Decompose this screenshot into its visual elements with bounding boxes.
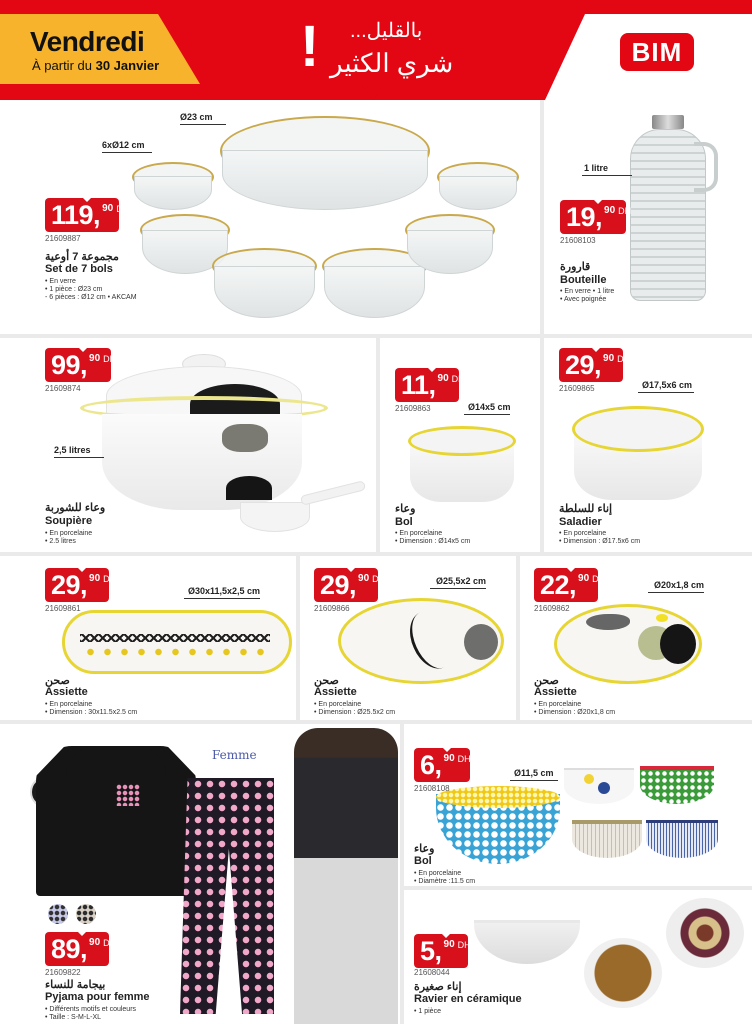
dimension-label: Ø11,5 cm [514,768,554,778]
dot-pattern [82,648,268,656]
product-card-assiette-25[interactable] [300,556,516,720]
pyjama-pants-hearts [180,778,274,1014]
product-name-ar: صحن [534,675,559,687]
product-name-ar: إناء صغيرة [414,981,462,993]
product-name-ar: إناء للسلطة [559,503,613,515]
dimension-label: Ø17,5x6 cm [642,380,693,390]
product-code: 21609866 [314,604,350,613]
product-code: 21608044 [414,968,450,977]
dimension-label: 2,5 litres [54,445,91,455]
product-specs: • En porcelaine • 2.5 litres [45,530,93,545]
product-code: 21608108 [414,784,450,793]
bottle-handle [694,142,718,192]
ravier-soup [584,938,662,1008]
model-figure [294,728,398,1024]
product-card-pyjama[interactable] [0,724,400,1024]
pyjama-top-body [66,746,166,896]
product-specs: • En porcelaine • Dimension : Ø14x5 cm [395,530,471,545]
price-tag: 22, 90 DH [534,568,598,602]
product-specs: • En porcelaine • Dimension : Ø25.5x2 cm [314,701,396,716]
slogan-line-1: بالقليل... [350,20,423,42]
product-name-ar: قارورة [560,261,591,273]
product-name: Assiette [534,686,577,698]
price-tag: 6, 90 DH [414,748,470,782]
green-red-bowl [640,766,714,804]
product-name: Assiette [314,686,357,698]
product-code: 21609874 [45,384,81,393]
product-code: 21609863 [395,404,431,413]
bottle-cap [652,115,684,129]
product-name-ar: بيجامة للنساء [45,979,106,991]
product-name: Assiette [45,686,88,698]
product-name-ar: وعاء للشوربة [45,502,106,514]
beige-bowl [572,820,642,858]
dimension-label: Ø14x5 cm [468,402,511,412]
dimension-label: Ø30x11,5x2,5 cm [188,586,261,596]
zigzag-pattern [80,634,270,642]
product-name-ar: صحن [314,675,339,687]
product-name: Saladier [559,516,602,528]
price-tag: 119, 90 DH [45,198,119,232]
offer-date: À partir du 30 Janvier [32,58,160,73]
product-card-assiette-20[interactable] [520,556,752,720]
femme-tag: Femme [212,748,257,762]
price-tag: 5, 90 DH [414,934,468,968]
product-name: Pyjama pour femme [45,991,150,1003]
product-name: Ravier en céramique [414,993,522,1005]
product-name: Bol [414,855,432,867]
product-name: Set de 7 bols [45,263,113,275]
product-name-ar: صحن [45,675,70,687]
product-card-bol-14[interactable] [380,338,540,552]
dimension-label: 6xØ12 cm [102,140,145,150]
slogan [290,12,470,82]
blue-striped-bowl [646,820,718,858]
product-card-bouteille[interactable] [544,100,752,334]
product-card-set-7-bols[interactable] [0,100,540,334]
product-code: 21609862 [534,604,570,613]
product-specs: • En porcelaine • Dimension : 30x11.5x2.5 cm [45,701,138,716]
product-code: 21608103 [560,236,596,245]
product-card-ravier[interactable] [404,890,752,1024]
dimension-label: 1 litre [584,163,609,173]
dimension-label: Ø23 cm [180,112,213,122]
price-tag: 29, 90 DH [559,348,623,382]
ladle [240,502,310,532]
product-specs: • En porcelaine • Diamètre :11.5 cm [414,870,476,885]
product-specs: • En verre • 1 litre • Avec poignée [560,288,615,303]
offer-day: Vendredi [30,26,145,57]
dimension-label: Ø25,5x2 cm [436,576,487,586]
price-tag: 29, 90 DH [45,568,109,602]
product-name-ar: وعاء [414,843,435,855]
product-specs: • Différents motifs et couleurs • Taille : S-M-L-XL [45,1006,137,1021]
empty-ravier [474,920,580,964]
dimension-label: Ø20x1,8 cm [654,580,705,590]
product-name: Bouteille [560,274,607,286]
ravier-nuts [666,898,744,968]
product-code: 21609861 [45,604,81,613]
product-card-saladier[interactable] [544,338,752,552]
price-tag: 11, 90 DH [395,368,459,402]
bim-logo[interactable]: BIM [620,33,694,71]
banner-pointer [361,84,385,100]
price-tag: 29, 90 DH [314,568,378,602]
product-specs: • En porcelaine • Dimension : Ø20x1,8 cm [534,701,616,716]
product-name: Soupière [45,515,93,527]
product-code: 21609822 [45,968,81,977]
product-card-soupiere[interactable] [0,338,376,552]
tureen-body [102,414,302,510]
product-code: 21609887 [45,234,81,243]
heart-pocket [116,784,140,806]
color-option-beige[interactable] [76,904,96,924]
product-name-ar: مجموعة 7 أوعية [45,251,119,263]
product-name: Bol [395,516,413,528]
slogan-line-2: شري الكثير [330,48,454,78]
price-tag: 99, 90 DH [45,348,111,382]
color-option-blue[interactable] [48,904,68,924]
product-code: 21609865 [559,384,595,393]
product-name-ar: وعاء [395,503,416,515]
price-tag: 89, 90 DH [45,932,109,966]
product-card-assiette-oval[interactable] [0,556,296,720]
price-tag: 19, 90 DH [560,200,626,234]
exclamation-icon: ! [300,14,320,79]
product-specs: • 1 pièce [414,1008,441,1015]
product-specs: • En verre • 1 pièce : Ø23 cm - 6 pièces : Ø12 cm • AKCAM [45,278,137,301]
product-card-bol-11[interactable] [404,724,752,886]
oval-plate-image [62,610,292,674]
product-specs: • En porcelaine • Dimension : Ø17.5x6 cm [559,530,641,545]
